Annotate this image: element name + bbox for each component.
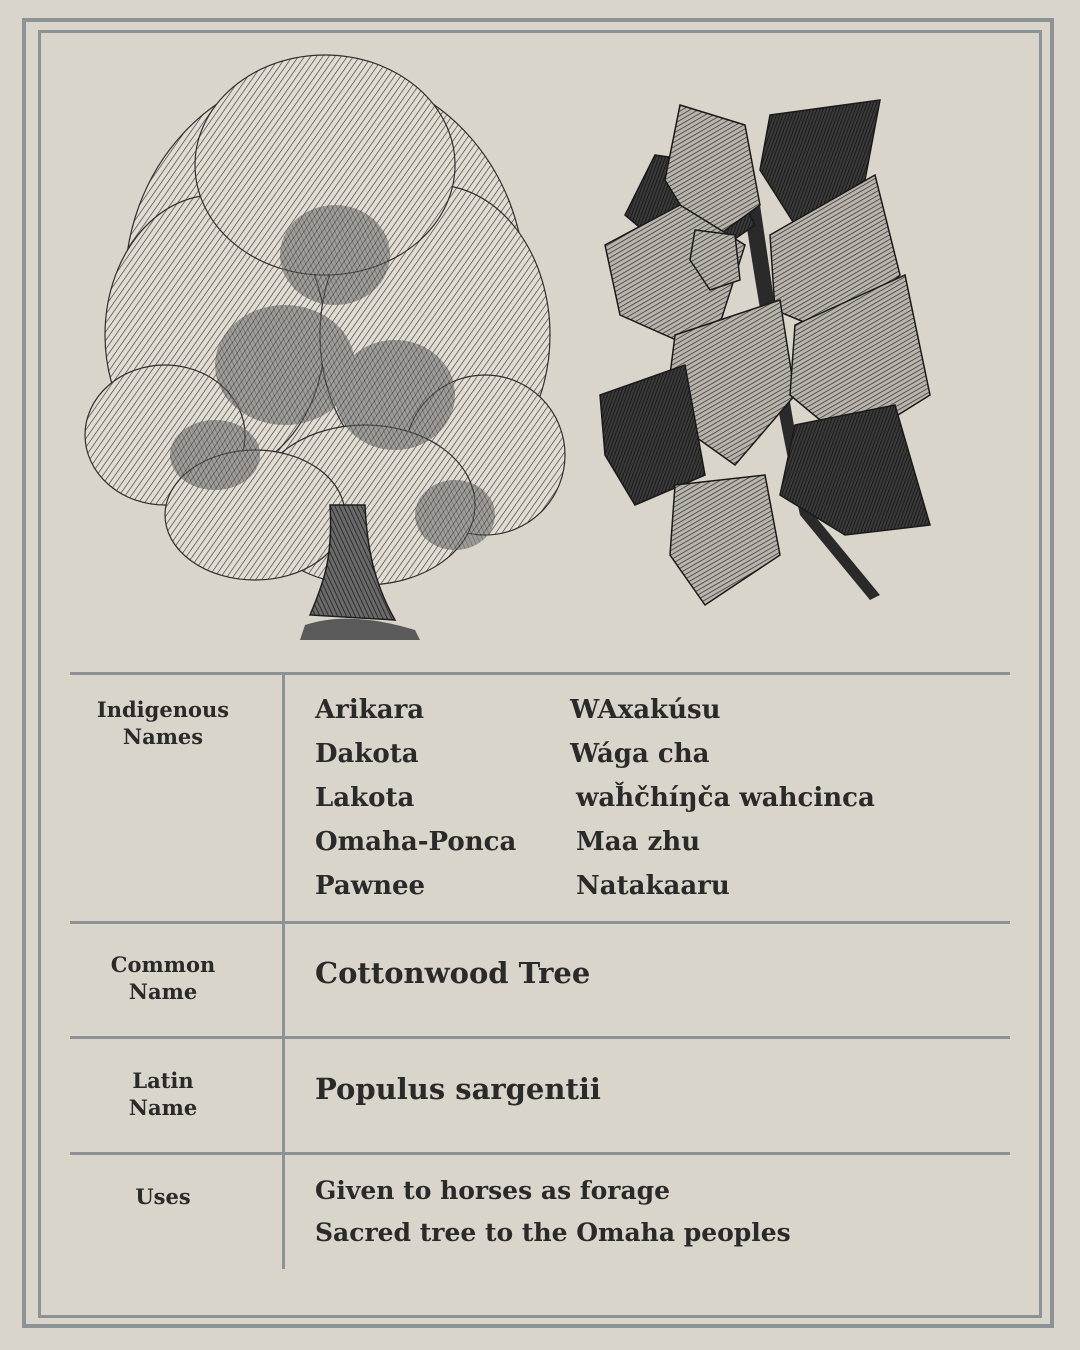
tribe-name: Lakota (315, 783, 415, 813)
indigenous-names-label (70, 696, 256, 750)
leaf-branch-illustration (595, 95, 940, 610)
uses-label (70, 1183, 256, 1210)
tree-illustration (75, 35, 580, 650)
label-line: Latin (132, 1068, 194, 1093)
tribe-name: Arikara (315, 695, 425, 725)
indigenous-name: WAxakúsu (570, 695, 721, 725)
indigenous-name: Natakaaru (576, 871, 730, 901)
label-line: Indigenous (96, 697, 230, 722)
label-line: Names (122, 724, 204, 749)
latin-name-label (70, 1067, 256, 1121)
divider-latin-uses (70, 1152, 1010, 1155)
tribe-name: Dakota (315, 739, 419, 769)
divider-top (70, 672, 1010, 675)
use-item: Given to horses as forage (315, 1176, 671, 1205)
divider-common-latin (70, 1036, 1010, 1039)
label-line: Name (128, 979, 198, 1004)
indigenous-name: Wága cha (570, 739, 710, 769)
column-divider (282, 675, 285, 1269)
label-line: Common (110, 952, 216, 977)
common-name-label (70, 951, 256, 1005)
latin-name-value: Populus sargentii (315, 1072, 601, 1106)
label-line: Name (128, 1095, 198, 1120)
indigenous-name: waȟčhíŋča wahcinca (576, 783, 875, 813)
common-name-value: Cottonwood Tree (315, 956, 591, 990)
divider-indigenous-common (70, 921, 1010, 924)
tribe-name: Pawnee (315, 871, 426, 901)
use-item: Sacred tree to the Omaha peoples (315, 1218, 791, 1247)
label-line: Uses (135, 1184, 191, 1209)
tribe-name: Omaha-Ponca (315, 827, 517, 857)
indigenous-name: Maa zhu (576, 827, 701, 857)
